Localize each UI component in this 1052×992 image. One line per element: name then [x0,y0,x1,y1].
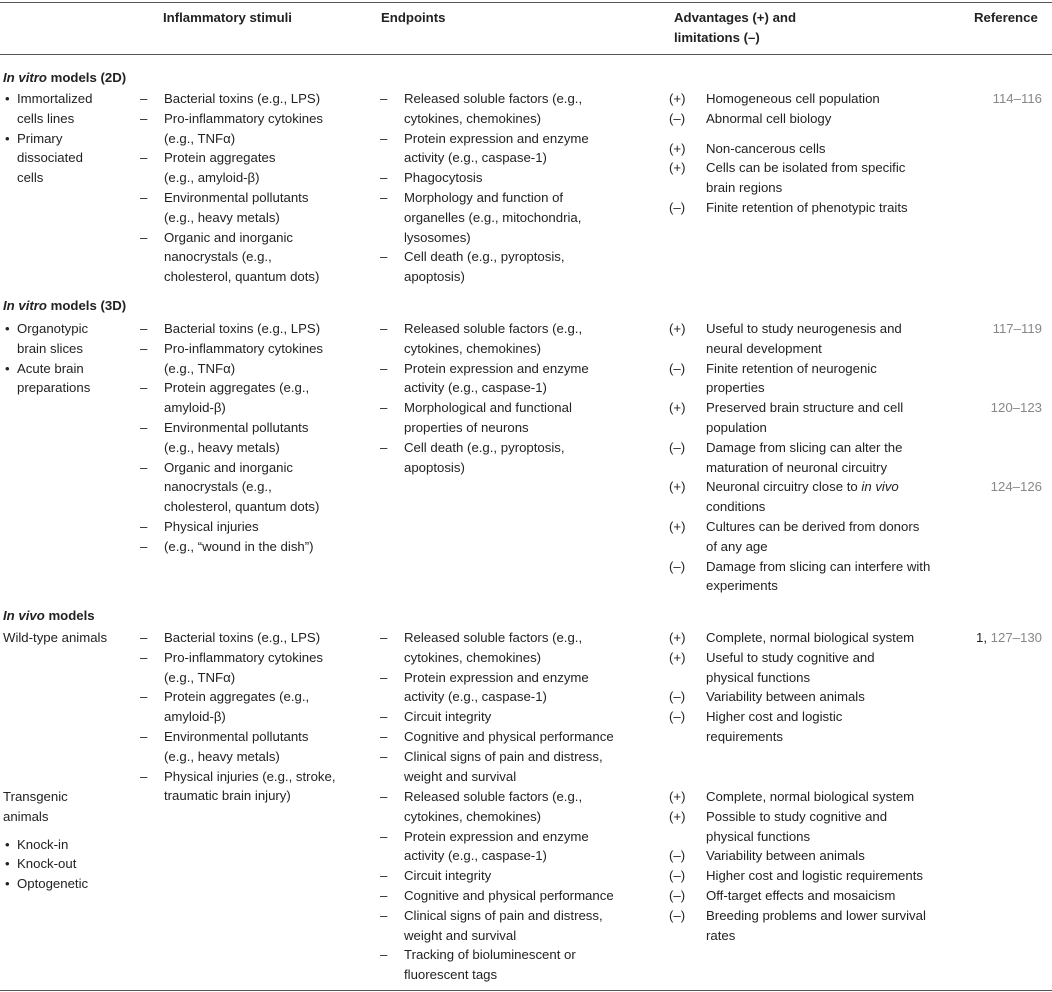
advantages-wild [669,628,969,747]
list-item: (+) Complete, normal biological system [669,789,915,804]
list-item: – Released soluble factors (e.g., cytokines, chemokines) [377,787,657,827]
list-item: – Protein expression and enzyme activity (e.g., caspase-1) [377,359,657,399]
list-item: – Clinical signs of pain and distress, weight and survival [377,906,657,946]
list-item: – Pro-inflammatory cytokines (e.g., TNFα) [137,648,377,688]
list-item: – Phagocytosis [377,168,657,188]
list-item: (+) Possible to study cognitive and physical functions [669,808,888,844]
models-wild: Wild-type animals [3,630,108,645]
stimuli-2d [137,89,377,287]
list-item: • Optogenetic [3,874,143,894]
list-item: (–) Off-target effects and mosaicism [669,887,896,903]
list-item: – Pro-inflammatory cytokines (e.g., TNFα) [137,109,377,149]
list-item: – Bacterial toxins (e.g., LPS) [137,319,377,339]
section-title-3d: In vitro models (3D) [3,298,127,313]
list-item: (+) Neuronal circuitry close to in vivo conditions [669,479,899,515]
list-item: (–) Abnormal cell biology [669,110,832,126]
list-item: – Organic and inorganic nanocrystals (e.g., cholesterol, quantum dots) [137,458,377,517]
list-item: (–) Variability between animals [669,848,865,864]
list-item: – Protein aggregates (e.g., amyloid-β) [137,148,377,188]
reference-3d-3: 124–126 [990,479,1042,494]
list-item: • Organotypic brain slices [3,319,143,359]
stimuli-3d [137,319,377,557]
list-item: (+) Non-cancerous cells [669,140,826,156]
list-item: – Physical injuries (e.g., stroke, traumatic brain injury) [137,767,377,807]
list-item: – Protein expression and enzyme activity (e.g., caspase-1) [377,827,657,867]
section-title-2d: In vitro models (2D) [3,70,127,85]
list-item: – Cognitive and physical performance [377,727,657,747]
reference-3d-1: 117–119 [992,321,1042,336]
list-item: (+) Homogeneous cell population [669,91,880,106]
list-item: – Protein expression and enzyme activity (e.g., caspase-1) [377,129,657,169]
list-item: – Released soluble factors (e.g., cytokines, chemokines) [377,89,657,129]
list-item: • Immortalized cells lines [3,89,143,129]
list-item: (–) Finite retention of neurogenic properties [669,360,877,396]
list-item: – Pro-inflammatory cytokines (e.g., TNFα) [137,339,377,379]
models-3d [3,319,143,398]
list-item: – Clinical signs of pain and distress, weight and survival [377,747,657,787]
endpoints-2d [377,89,657,287]
advantages-3d [669,319,969,596]
endpoints-3d [377,319,657,477]
table-top-rule [0,2,1052,3]
reference-2d: 114–116 [992,91,1042,106]
list-item: (+) Cells can be isolated from specific brain regions [669,160,906,196]
list-item: – Cognitive and physical performance [377,886,657,906]
list-item: – Circuit integrity [377,707,657,727]
list-item: (–) Finite retention of phenotypic traits [669,199,908,215]
list-item: – Cell death (e.g., pyroptosis, apoptosis) [377,438,657,478]
list-item: (+) Cultures can be derived from donors of any age [669,518,920,554]
models-2d [3,89,143,188]
header-reference: Reference [974,10,1038,25]
models-transgenic: Transgenic animals • Knock-in • Knock-out • Optogenetic [3,787,143,894]
list-item: – Protein aggregates (e.g., amyloid-β) [137,378,377,418]
list-item: – Morphology and function of organelles (e.g., mitochondria, lysosomes) [377,188,657,247]
list-item: – Morphological and functional properties of neurons [377,398,657,438]
list-item: – Environmental pollutants (e.g., heavy metals) [137,418,377,458]
list-item: • Knock-in [3,835,143,855]
list-item: – Organic and inorganic nanocrystals (e.g., cholesterol, quantum dots) [137,228,377,287]
list-item: – Protein aggregates (e.g., amyloid-β) [137,687,377,727]
stimuli-invivo [137,628,377,806]
header-endpoints: Endpoints [381,10,446,25]
list-item: (–) Variability between animals [669,689,865,705]
list-item: (+) Complete, normal biological system [669,630,915,645]
list-item: – Tracking of bioluminescent or fluorescent tags [377,945,657,985]
header-stimuli: Inflammatory stimuli [163,10,292,25]
list-item: (+) Useful to study neurogenesis and neural development [669,321,902,356]
list-item: – Cell death (e.g., pyroptosis, apoptosis) [377,247,657,287]
list-item: – Released soluble factors (e.g., cytokines, chemokines) [377,628,657,668]
list-item: – Environmental pollutants (e.g., heavy metals) [137,727,377,767]
section-title-invivo: In vivo models [3,608,95,623]
list-item: • Primary dissociated cells [3,129,143,188]
header-advantages: Advantages (+) and limitations (–) [674,10,797,45]
list-item: • Knock-out [3,854,143,874]
list-item: (–) Breeding problems and lower survival rates [669,907,926,943]
list-item: – Environmental pollutants (e.g., heavy metals) [137,188,377,228]
list-item: – Released soluble factors (e.g., cytokines, chemokines) [377,319,657,359]
list-item: – Circuit integrity [377,866,657,886]
list-item: (+) Preserved brain structure and cell population [669,400,904,435]
table-bottom-rule [0,990,1052,991]
advantages-transgenic [669,787,969,945]
list-item: – Physical injuries [137,517,377,537]
list-item: • Acute brain preparations [3,359,143,399]
list-item: (–) Higher cost and logistic requirements [669,709,843,744]
list-item: – Bacterial toxins (e.g., LPS) [137,89,377,109]
list-item: (–) Damage from slicing can interfere with experiments [669,558,931,594]
list-item: – Protein expression and enzyme activity (e.g., caspase-1) [377,668,657,708]
list-item: – (e.g., “wound in the dish”) [137,537,377,557]
reference-3d-2: 120–123 [990,400,1042,415]
list-item: – Bacterial toxins (e.g., LPS) [137,628,377,648]
list-item: (–) Higher cost and logistic requirements [669,868,923,884]
endpoints-transgenic [377,787,657,985]
list-item: (+) Useful to study cognitive and physical functions [669,649,875,685]
endpoints-wild [377,628,657,786]
reference-invivo: 1, 127–130 [975,630,1042,645]
header-rule [0,54,1052,55]
advantages-2d [669,89,969,218]
list-item: (–) Damage from slicing can alter the maturation of neuronal circuitry [669,439,903,475]
